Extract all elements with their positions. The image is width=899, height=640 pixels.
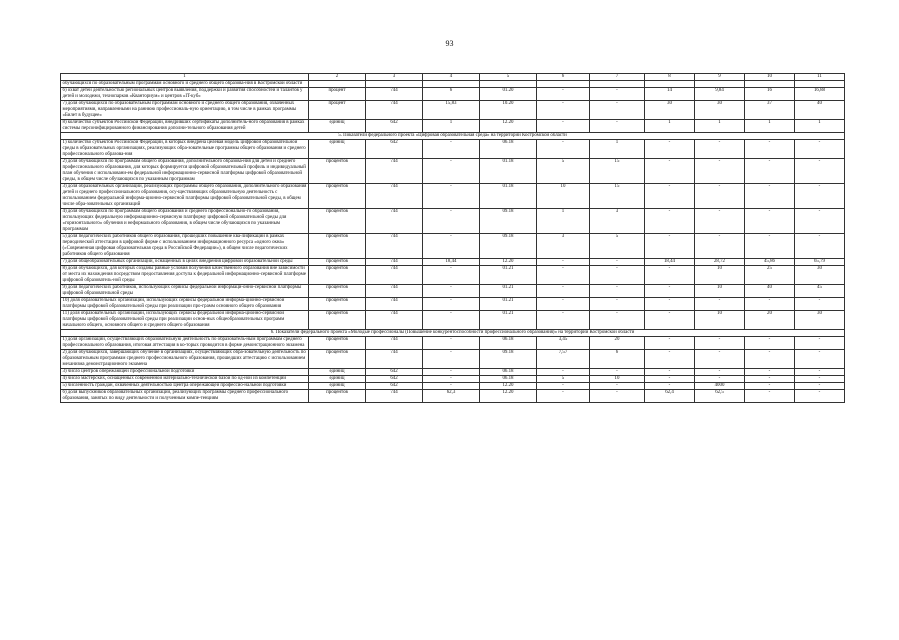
indicator-value: 10.20 bbox=[480, 101, 537, 120]
indicator-value: 744 bbox=[366, 285, 423, 298]
indicator-name: 7) доля общеобразовательных организаций, оснащенных в целях внедрения цифровой образовательной среды bbox=[61, 259, 309, 266]
indicator-value: 3 bbox=[590, 209, 645, 234]
indicator-value: - bbox=[423, 337, 480, 350]
indicator-value: - bbox=[645, 285, 695, 298]
column-number: 6 bbox=[537, 74, 590, 81]
indicator-value: - bbox=[795, 298, 845, 311]
indicator-value: 01.21 bbox=[480, 311, 537, 330]
indicator-value: 09.18 bbox=[480, 350, 537, 369]
indicator-value: 744 bbox=[366, 101, 423, 120]
indicator-value: - bbox=[590, 383, 645, 390]
indicator-value: - bbox=[695, 350, 745, 369]
indicator-name: обучающихся по образовательным программам основного и среднего общего образова-ния в Костромской области bbox=[61, 81, 309, 88]
indicator-value: процентов bbox=[309, 266, 366, 285]
indicator-value: - bbox=[695, 234, 745, 259]
indicator-value: - bbox=[537, 120, 590, 133]
indicator-value: 09.18 bbox=[480, 234, 537, 259]
indicator-value: - bbox=[423, 369, 480, 376]
indicator-value: 642 bbox=[366, 140, 423, 159]
indicator-name: 2) доля обучающихся, завершающих обучение в организациях, осуществляющих обра-зовательную деятельность по образовательным программам среднего профессионального образования, прошедших аттестацию с использованием механизма демонстрационного экзамена bbox=[61, 350, 309, 369]
indicator-value: - bbox=[645, 140, 695, 159]
indicator-value: - bbox=[645, 209, 695, 234]
indicator-value: - bbox=[645, 311, 695, 330]
indicator-value: - bbox=[645, 234, 695, 259]
indicator-value: - bbox=[795, 184, 845, 209]
indicators-table bbox=[60, 73, 845, 403]
indicator-value bbox=[745, 81, 795, 88]
indicator-value: 18,44 bbox=[645, 259, 695, 266]
column-number: 8 bbox=[645, 74, 695, 81]
table-row bbox=[61, 369, 845, 376]
indicator-name: 5) численность граждан, охваченных деятельностью Центра опережающей профессио-нальной подготовки bbox=[61, 383, 309, 390]
indicator-value bbox=[366, 81, 423, 88]
indicator-value: 30 bbox=[795, 311, 845, 330]
indicator-value: 30 bbox=[645, 101, 695, 120]
indicator-value: - bbox=[537, 88, 590, 101]
indicator-value: - bbox=[423, 266, 480, 285]
indicator-value: 3,45 bbox=[537, 337, 590, 350]
indicator-value: - bbox=[423, 311, 480, 330]
table-row bbox=[61, 259, 845, 266]
indicator-value: 642 bbox=[366, 120, 423, 133]
indicator-value: - bbox=[590, 390, 645, 403]
indicator-value: 744 bbox=[366, 337, 423, 350]
indicator-value: 9,84 bbox=[695, 88, 745, 101]
indicator-value: - bbox=[537, 101, 590, 120]
table-row bbox=[61, 159, 845, 184]
indicator-value: - bbox=[590, 369, 645, 376]
indicator-value bbox=[590, 81, 645, 88]
indicator-value: 1 bbox=[423, 120, 480, 133]
indicator-value: - bbox=[645, 337, 695, 350]
indicator-value bbox=[795, 81, 845, 88]
indicator-value: 37 bbox=[745, 101, 795, 120]
indicator-value: 744 bbox=[366, 266, 423, 285]
table-row bbox=[61, 350, 845, 369]
indicator-value: - bbox=[537, 369, 590, 376]
indicator-value: - bbox=[745, 383, 795, 390]
indicator-value: - bbox=[645, 369, 695, 376]
indicator-value: - bbox=[537, 140, 590, 159]
indicator-value: процентов bbox=[309, 159, 366, 184]
indicator-value: процентов bbox=[309, 234, 366, 259]
indicator-value: - bbox=[537, 298, 590, 311]
indicator-value: - bbox=[795, 159, 845, 184]
table-row bbox=[61, 101, 845, 120]
indicator-value: 5 bbox=[537, 159, 590, 184]
indicator-value: - bbox=[745, 390, 795, 403]
indicator-value: 15 bbox=[590, 184, 645, 209]
column-number: 5 bbox=[480, 74, 537, 81]
indicator-value: - bbox=[745, 350, 795, 369]
column-number: 2 bbox=[309, 74, 366, 81]
indicator-value: 62,3 bbox=[423, 390, 480, 403]
indicator-name: 8) доля обучающихся, для которых созданы равные условия получения качественного образования вне зависимости от места их нахождения посредством предоставления доступа к федеральной информационно-сервисной платформе цифровой образователь-ной среды bbox=[61, 266, 309, 285]
indicator-value: 744 bbox=[366, 350, 423, 369]
indicator-value: 06.18 bbox=[480, 376, 537, 383]
indicator-value: 06.18 bbox=[480, 337, 537, 350]
indicator-value: - bbox=[423, 140, 480, 159]
indicator-value: - bbox=[423, 234, 480, 259]
indicator-value: - bbox=[745, 184, 795, 209]
indicator-value: - bbox=[423, 184, 480, 209]
indicator-value: - bbox=[745, 159, 795, 184]
indicator-value: 744 bbox=[366, 209, 423, 234]
indicator-value: - bbox=[795, 337, 845, 350]
table-row bbox=[61, 337, 845, 350]
indicator-value: - bbox=[745, 209, 795, 234]
indicator-value: единиц bbox=[309, 383, 366, 390]
indicator-value: 7,57 bbox=[537, 350, 590, 369]
indicator-value: 6 bbox=[423, 88, 480, 101]
indicator-value: процентов bbox=[309, 350, 366, 369]
indicator-value: 10 bbox=[695, 266, 745, 285]
table-row bbox=[61, 285, 845, 298]
indicator-value: 744 bbox=[366, 311, 423, 330]
indicator-name: 3) число центров опережающей профессиональной подготовки bbox=[61, 369, 309, 376]
indicator-value: процентов bbox=[309, 311, 366, 330]
indicator-value: - bbox=[795, 383, 845, 390]
section-row bbox=[61, 133, 845, 140]
table-row bbox=[61, 298, 845, 311]
indicator-value: 06.18 bbox=[480, 140, 537, 159]
indicator-value: - bbox=[423, 376, 480, 383]
column-number: 3 bbox=[366, 74, 423, 81]
indicator-value: - bbox=[645, 350, 695, 369]
indicator-value: 15 bbox=[590, 159, 645, 184]
indicator-value: 744 bbox=[366, 234, 423, 259]
indicator-value: 4000 bbox=[695, 383, 745, 390]
indicator-value: 30 bbox=[695, 101, 745, 120]
indicator-value: - bbox=[695, 140, 745, 159]
indicator-value: - bbox=[537, 266, 590, 285]
indicator-value: 1 bbox=[537, 209, 590, 234]
indicator-value: - bbox=[645, 184, 695, 209]
indicator-name: 8) количество субъектов Российской Федерации, внедривших сертификаты дополнитель-ного образования в рамках системы персонифицированного финансирования дополни-тельного образования детей bbox=[61, 120, 309, 133]
section-title: 5. Показатели федерального проекта «Цифровая образовательная среда» на территории Костромской области bbox=[61, 133, 845, 140]
indicator-value: 40 bbox=[795, 101, 845, 120]
indicator-value: 01.20 bbox=[480, 88, 537, 101]
indicator-value: 01.18 bbox=[480, 159, 537, 184]
indicator-value: 62,5 bbox=[695, 390, 745, 403]
indicator-value: единиц bbox=[309, 376, 366, 383]
indicator-value: - bbox=[795, 140, 845, 159]
indicator-value: 15,83 bbox=[423, 101, 480, 120]
indicator-value: 1 bbox=[745, 120, 795, 133]
indicator-value: 5 bbox=[590, 234, 645, 259]
table-row bbox=[61, 81, 845, 88]
indicator-value: - bbox=[795, 369, 845, 376]
table-row bbox=[61, 209, 845, 234]
indicator-value: - bbox=[423, 383, 480, 390]
indicator-value: 06.18 bbox=[480, 369, 537, 376]
indicator-value: - bbox=[590, 266, 645, 285]
indicator-value: 09.18 bbox=[480, 209, 537, 234]
indicator-value: - bbox=[537, 285, 590, 298]
indicator-value: - bbox=[645, 383, 695, 390]
indicator-value: - bbox=[795, 390, 845, 403]
indicator-value: 01.21 bbox=[480, 266, 537, 285]
indicator-value: - bbox=[795, 350, 845, 369]
indicator-value: - bbox=[537, 390, 590, 403]
indicator-name: 1) доля организаций, осуществляющих образовательную деятельность по образователь-ным программам среднего профессионального образования, итоговая аттестация в ко-торых проводится в форме демонстрационного экзамена bbox=[61, 337, 309, 350]
indicator-value: - bbox=[590, 259, 645, 266]
indicator-value bbox=[695, 81, 745, 88]
indicator-value: 25 bbox=[745, 266, 795, 285]
indicator-value: 12.20 bbox=[480, 120, 537, 133]
indicator-value: 01.21 bbox=[480, 285, 537, 298]
indicator-value: - bbox=[745, 369, 795, 376]
indicator-value: - bbox=[590, 120, 645, 133]
indicator-value: - bbox=[537, 311, 590, 330]
indicator-value: 28,72 bbox=[695, 259, 745, 266]
indicator-name: 3) доля образовательных организаций, реализующих программы общего образования, дополнительного образования детей и среднего профессионального образования, осу-ществляющих образовательную деятельность с использованием федеральной информа-ционно-сервисной платформы цифровой образовательной среды, в общем числе обра-зовательных организаций bbox=[61, 184, 309, 209]
column-number: 4 bbox=[423, 74, 480, 81]
indicator-value: - bbox=[645, 159, 695, 184]
indicator-value: - bbox=[695, 184, 745, 209]
page-number: 93 bbox=[445, 39, 454, 48]
indicator-value: - bbox=[795, 209, 845, 234]
indicator-name: 5) доля педагогических работников общего образования, прошедших повышение ква-лификации в рамках периодической аттестации в цифровой форме с использованием информационного ресурса «одного окна» («Современная цифровая образовательная среда в Российской Федерации»), в общем числе педагогических работников общего образования bbox=[61, 234, 309, 259]
indicator-value: процент bbox=[309, 88, 366, 101]
indicator-value: 642 bbox=[366, 383, 423, 390]
indicator-name: 1) количество субъектов Российской Федерации, в которых внедрена целевая модель цифровой образовательной среды в образовательных организациях, реализующих обра-зовательные программы общего образования и среднего профессионального образова-ния bbox=[61, 140, 309, 159]
indicator-value: 16,88 bbox=[795, 88, 845, 101]
indicator-value: 6 bbox=[590, 350, 645, 369]
indicator-value: - bbox=[695, 337, 745, 350]
column-number: 1 bbox=[61, 74, 309, 81]
indicator-name: 4) число мастерских, оснащенных современной материально-технической базой по од-ной из компетенций bbox=[61, 376, 309, 383]
column-number: 7 bbox=[590, 74, 645, 81]
indicator-value: - bbox=[695, 369, 745, 376]
table-row bbox=[61, 140, 845, 159]
table-row bbox=[61, 376, 845, 383]
indicator-value bbox=[309, 81, 366, 88]
indicator-value: 10 bbox=[590, 376, 645, 383]
indicator-name: 2) доля обучающихся по программам общего образования, дополнительного образова-ния для детей и среднего профессионального образования, для которых формируется цифровой образовательный профиль и индивидуальный план обучения с использовани-ем федеральной информационно-сервисной платформы цифровой образовательной среды, в общем числе обучающихся по указанным программам bbox=[61, 159, 309, 184]
indicator-value: 30 bbox=[795, 266, 845, 285]
table-row bbox=[61, 88, 845, 101]
indicator-value: 5 bbox=[537, 376, 590, 383]
indicator-value: - bbox=[590, 311, 645, 330]
indicator-value: 10 bbox=[537, 184, 590, 209]
indicator-value: 12.20 bbox=[480, 259, 537, 266]
indicator-value: 744 bbox=[366, 390, 423, 403]
column-number: 11 bbox=[795, 74, 845, 81]
indicator-value: - bbox=[423, 298, 480, 311]
indicator-value: 642 bbox=[366, 369, 423, 376]
table-row bbox=[61, 383, 845, 390]
indicator-value: 1 bbox=[590, 140, 645, 159]
indicator-value: 45,86 bbox=[745, 259, 795, 266]
indicator-value: 45 bbox=[795, 285, 845, 298]
indicator-value: 1 bbox=[695, 120, 745, 133]
indicator-name: 6) охват детей деятельностью региональных центров выявления, поддержки и развития способностей и талантов у детей и молодежи, технопарков «Кванториум» и центров «IT-куб» bbox=[61, 88, 309, 101]
indicator-value: единиц bbox=[309, 369, 366, 376]
indicator-value: - bbox=[745, 298, 795, 311]
indicator-value: - bbox=[537, 259, 590, 266]
indicator-value: - bbox=[590, 88, 645, 101]
indicator-name: 11) доля образовательных организаций, использующих сервисы федеральной информа-ционно-сервисной платформы цифровой образовательной среды при реализации основ-ных общеобразовательных программ начального общего, основного общего и среднего общего образования bbox=[61, 311, 309, 330]
table-row bbox=[61, 120, 845, 133]
indicator-value: - bbox=[795, 234, 845, 259]
indicator-name: 4) доля обучающихся по программам общего образования и среднего профессионально-го образования, использующих федеральную информационно-сервисную платформу цифровой образовательной среды для «горизонтального» обучения и неформального образования, в общем числе обучающихся по указанным программам bbox=[61, 209, 309, 234]
table-row bbox=[61, 266, 845, 285]
indicator-value: - bbox=[695, 376, 745, 383]
indicator-value: 744 bbox=[366, 88, 423, 101]
table-row bbox=[61, 184, 845, 209]
indicator-value: 20 bbox=[590, 337, 645, 350]
indicator-value: - bbox=[695, 159, 745, 184]
indicator-value: 3 bbox=[537, 234, 590, 259]
indicator-value: 744 bbox=[366, 159, 423, 184]
indicator-value: 1 bbox=[645, 120, 695, 133]
indicator-value: процентов bbox=[309, 209, 366, 234]
indicator-value: 01.18 bbox=[480, 184, 537, 209]
indicator-value bbox=[480, 81, 537, 88]
indicator-value: 744 bbox=[366, 298, 423, 311]
indicator-value: процент bbox=[309, 101, 366, 120]
indicator-value: - bbox=[590, 285, 645, 298]
indicator-value: - bbox=[645, 376, 695, 383]
section-title: 6. Показатели федерального проекта «Молодые профессионалы (Повышение конкурентоспособности профессионального образования)» на территории Костромской области bbox=[61, 330, 845, 337]
indicator-value: - bbox=[423, 285, 480, 298]
indicator-value: - bbox=[423, 159, 480, 184]
indicator-value: - bbox=[745, 337, 795, 350]
indicator-value: - bbox=[645, 298, 695, 311]
indicator-value: - bbox=[695, 298, 745, 311]
indicator-value: 40 bbox=[745, 285, 795, 298]
indicator-value: - bbox=[645, 266, 695, 285]
indicator-value bbox=[423, 81, 480, 88]
indicator-name: 9) доля педагогических работников, использующих сервисы федеральной информаци-онно-сервисной платформы цифровой образовательной среды bbox=[61, 285, 309, 298]
indicator-value: 01.21 bbox=[480, 298, 537, 311]
column-number-row bbox=[61, 74, 845, 81]
column-number: 9 bbox=[695, 74, 745, 81]
indicator-value: процентов bbox=[309, 298, 366, 311]
indicator-value: 642 bbox=[366, 376, 423, 383]
indicator-name: 7) доля обучающихся по образовательным программам основного и среднего общего образования, охваченных мероприятиями, направленными на раннюю профессиональ-ную ориентацию, в том числе в рамках программы «Билет в будущее» bbox=[61, 101, 309, 120]
indicator-value: - bbox=[590, 101, 645, 120]
indicator-value: 16 bbox=[745, 88, 795, 101]
indicator-value: - bbox=[423, 350, 480, 369]
indicator-value: 20 bbox=[745, 311, 795, 330]
indicator-value: единиц bbox=[309, 120, 366, 133]
indicator-value: процентов bbox=[309, 337, 366, 350]
indicator-value: 62,4 bbox=[645, 390, 695, 403]
indicator-value: 65,79 bbox=[795, 259, 845, 266]
indicator-value bbox=[537, 81, 590, 88]
indicator-value: - bbox=[423, 209, 480, 234]
indicator-value: 10 bbox=[695, 311, 745, 330]
indicator-value bbox=[645, 81, 695, 88]
indicator-value: 1 bbox=[795, 120, 845, 133]
indicator-value: 18,44 bbox=[423, 259, 480, 266]
indicator-value: - bbox=[590, 298, 645, 311]
indicator-value: - bbox=[695, 209, 745, 234]
indicator-value: - bbox=[745, 140, 795, 159]
indicator-value: 12.20 bbox=[480, 383, 537, 390]
indicator-value: 14 bbox=[645, 88, 695, 101]
table-row bbox=[61, 311, 845, 330]
table-row bbox=[61, 234, 845, 259]
indicator-value: процентов bbox=[309, 390, 366, 403]
table-row bbox=[61, 390, 845, 403]
indicator-name: 6) доля выпускников образовательных организаций, реализующих программы среднего профессионального образования, занятых по виду деятельности и полученным компе-тенциям bbox=[61, 390, 309, 403]
indicator-value: - bbox=[537, 383, 590, 390]
indicator-value: процентов bbox=[309, 259, 366, 266]
column-number: 10 bbox=[745, 74, 795, 81]
indicator-value: 12.20 bbox=[480, 390, 537, 403]
indicator-value: - bbox=[745, 234, 795, 259]
indicator-value: процентов bbox=[309, 184, 366, 209]
indicator-value: 744 bbox=[366, 259, 423, 266]
indicator-value: процентов bbox=[309, 285, 366, 298]
indicator-value: единиц bbox=[309, 140, 366, 159]
section-row bbox=[61, 330, 845, 337]
indicator-value: 744 bbox=[366, 184, 423, 209]
indicator-name: 10) доля образовательных организаций, использующих сервисы федеральной информа-ционно-сервисной платформы цифровой образовательной среды при реализации про-грамм основного общего образования bbox=[61, 298, 309, 311]
indicator-value: - bbox=[745, 376, 795, 383]
indicator-value: 10 bbox=[695, 285, 745, 298]
indicator-value: - bbox=[795, 376, 845, 383]
